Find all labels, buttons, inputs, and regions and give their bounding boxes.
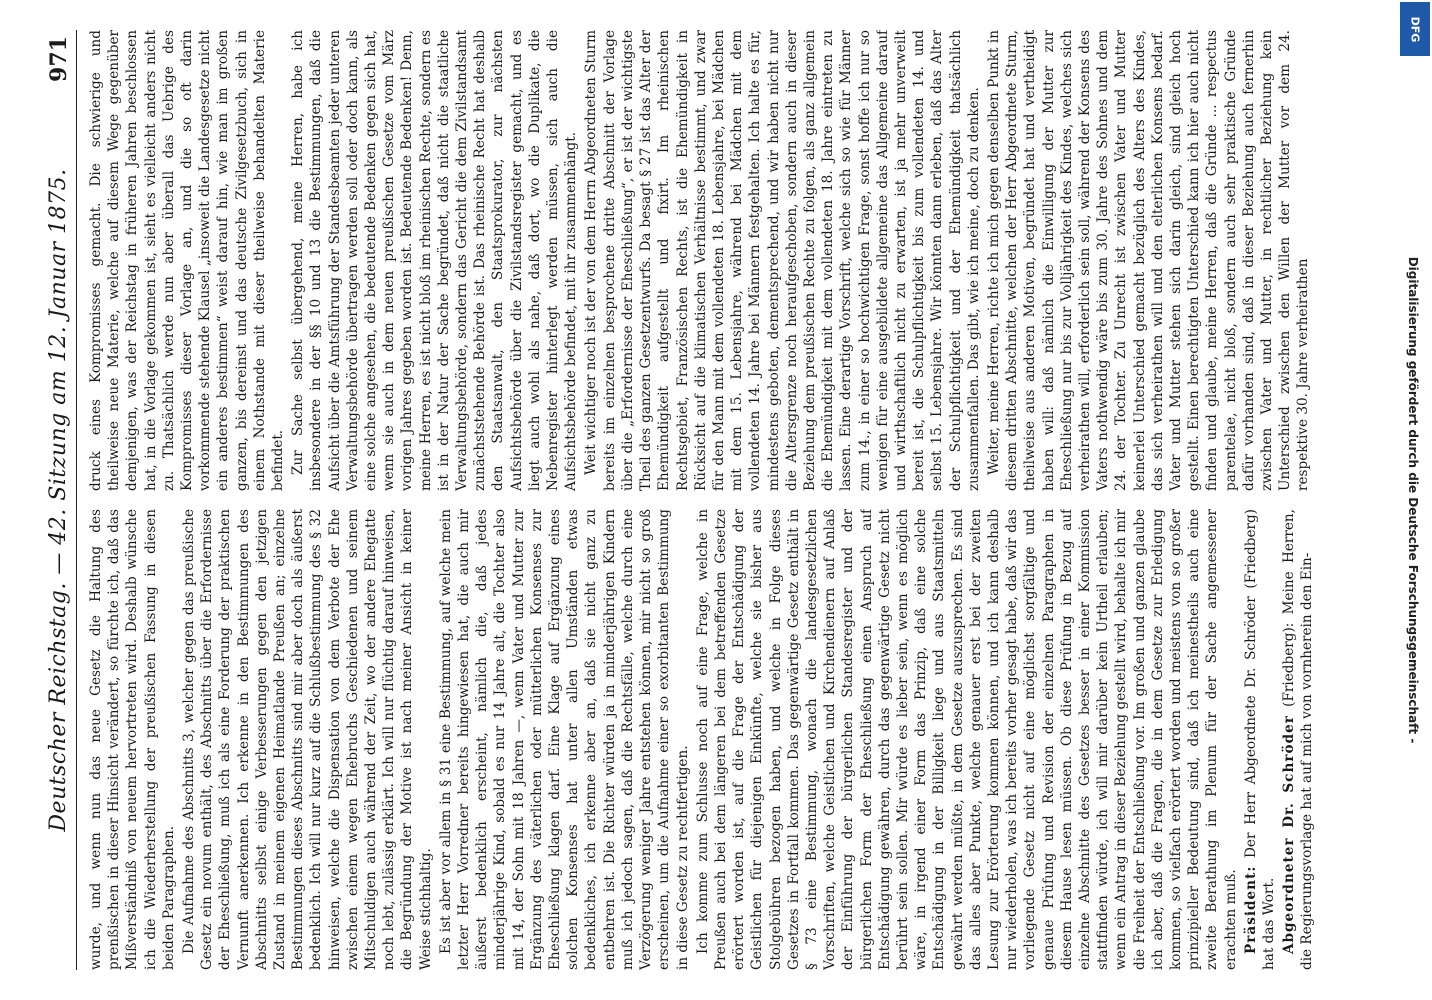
right-column xyxy=(87,30,1393,491)
paragraph: Präsident: Der Herr Abgeordnete Dr. Schröder (Friedberg) hat das Wort. xyxy=(1242,509,1277,970)
digitization-sidebar xyxy=(1394,0,1432,1000)
running-head xyxy=(40,30,77,970)
text-columns xyxy=(77,30,1393,970)
paragraph: Die Aufnahme des Abschnitts 3, welcher gegen das preußische Gesetz ein novum enthält, des Abschnitts über die Erfordernisse der Eheschließung, muß ich als eine Forderung der praktischen Vernunft anerkennen. Ich erkenne in den Bestimmungen des Abschnitts selbst einige Verbesserungen gegen den jetzigen Zustand in meinem eigenen Heimatlande Preußen an; einzelne Bestimmungen dieses Abschnitts sind mir aber doch als äußerst bedenklich. Ich will nur kurz auf die Schlußbestimmung des § 32 hinweisen, welche die Dispensation von dem Verbote der Ehe zwischen einem wegen Ehebruchs Geschiedenen und seinem Mitschuldigen auch während der Zeit, wo der andere Ehegatte noch lebt, zulässig erklärt. Ich will nur flüchtig darauf hinweisen, die Begründung der Motive ist nach meiner Ansicht in keiner Weise stichhaltig. xyxy=(181,509,434,970)
paragraph: Es ist aber vor allem in § 31 eine Bestimmung, auf welche mein letzter Herr Vorredner bereits hingewiesen hat, die auch mir äußerst bedenklich erscheint, nämlich die, daß jedes minderjährige Kind, sobald es nur 14 Jahre alt, die Tochter also mit 14, der Sohn mit 18 Jahren —, wenn Vater und Mutter zur Ergänzung des väterlichen oder mütterlichen Konsenses zur Eheschließung klagen darf. Eine Klage auf Ergänzung eines solchen Konsenses hat unter allen Umständen etwas bedenkliches, ich erkenne aber an, daß sie nicht ganz zu entbehren ist. Die Richter würden ja in minderjährigen Kindern muß ich jedoch sagen, daß die Rechtsfälle, welche durch eine Verzögerung weniger Jahre entstehen können, mir nicht so groß erscheinen, um die Aufnahme einer so exorbitanten Bestimmung in diese Gesetz zu rechtfertigen. xyxy=(437,509,691,970)
paragraph: Abgeordneter Dr. Schröder (Friedberg): Meine Herren, die Regierungsvorlage hat auf mich von vornherein den Ein- xyxy=(1281,509,1316,970)
paragraph: Weit wichtiger noch ist der von dem Herrn Abgeordneten Sturm bereits im einzelnen besprochene dritte Abschnitt der Vorlage über die „Erfordernisse der Eheschließung“, er ist der wichtigste Theil des ganzen Gesetzentwurfs. Da besagt § 27 ist das Alter der Ehemündigkeit aufgestellt und fixirt. Im rheinischen Rechtsgebiet, Französischen Rechts, ist die Ehemündigkeit in Rücksicht auf die klimatischen Verhältnisse bestimmt, und zwar für den Mann mit dem vollendeten 18. Lebensjahre, bei Mädchen mit dem 15. Lebensjahre, während bei Mädchen mit dem vollendeten 14. Jahre bei Männern festgehalten. Ich halte es für, mindestens geboten, dementsprechend, und wir haben nicht nur die Altersgrenze noch heraufgeschoben, sondern auch in dieser Beziehung dem preußischen Rechte zu folgen, als ganz allgemein die Ehemündigkeit mit dem vollendeten 18. Jahre eintreten zu lassen. Eine derartige Vorschrift, welche sich so wie für Männer zum 14., in einer so hochwichtigen Frage, sonst hoffe ich nur so wenigen für eine ausgebildete allgemeine das Allgemeine darauf und wirthschaftlich nicht zu erwarten, ist ja mehr unverweilt bereit ist, die Schulpflichtigkeit bis zum vollendeten 14. und selbst 15. Lebensjahre. Wir könnten dann erleben, daß das Alter der Schulpflichtigkeit und der Ehemündigkeit thatsächlich zusammenfallen. Das gibt, wie ich meine, doch zu denken. xyxy=(583,30,982,491)
speaker-name: Präsident: xyxy=(1242,865,1259,954)
paragraph: Zur Sache selbst übergehend, meine Herren, habe ich insbesondere in der §§ 10 und 13 die Bestimmungen, daß die Aufsicht über die Amtsführung der Standesbeamten jeder unteren Verwaltungsbehörde übertragen werden soll oder doch kann, als eine solche angesehen, die bedeutende Bedenken gegen sich hat, wenn sie auch in dem neuen preußischen Gesetze vom März vorigen Jahres gegeben worden ist. Bedeutende Bedenken! Denn, meine Herren, es ist nicht bloß im rheinischen Rechte, sondern es ist in der Natur der Sache begründet, daß nicht die staatliche Verwaltungsbehörde, sondern das Gericht die dem Zivilstandsamt zunächststehende Behörde ist. Das rheinische Recht hat deshalb den Staatsanwalt, den Staatsprokurator, zur nächsten Aufsichtsbehörde über die Zivilstandsregister gemacht, und es liegt auch wohl als nahe, daß dort, wo die Duplikate, die Nebenregister hinterlegt werden müssen, sich auch die Aufsichtsbehörde befindet, mit ihr zusammenhängt. xyxy=(290,30,580,491)
paragraph: Ich komme zum Schlusse noch auf eine Frage, welche in Preußen auch bei dem längeren bei dem betreffenden Gesetze erörtert worden ist, auf die Frage der Entschädigung der Geistlichen für diejenigen Einkünfte, welche sie bisher aus Stolgebühren bezogen haben, und welche in Folge dieses Gesetzes in Fortfall kommen. Das gegenwärtige Gesetz enthält in § 73 eine Bestimmung, wonach die landesgesetzlichen Vorschriften, welche Geistlichen und Kirchendienern auf Anlaß der Einführung der bürgerlichen Standesregister und der bürgerlichen Form der Eheschließung einen Anspruch auf Entschädigung gewähren, durch das gegenwärtige Gesetz nicht berührt sein sollen. Mir würde es lieber sein, wenn es möglich wäre, in irgend einer Form das Prinzip, daß eine solche Entschädigung in der Billigkeit liege und aus Staatsmitteln gewährt werden müßte, in dem Gesetze auszusprechen. Es sind das alles aber Punkte, welche genauer erst bei der zweiten Lesung zur Erörterung kommen können, und ich kann deshalb nur wiederholen, was ich bereits vorher gesagt habe, daß wir das vorliegende Gesetz nicht auf eine möglichst sorgfältige und genaue Prüfung und Revision der einzelnen Paragraphen in diesem Hause lesen müssen. Ob diese Prüfung in Bezug auf einzelne Abschnitte des Gesetzes besser in einer Kommission stattfinden würde, ich will mir darüber kein Urtheil erlauben; wenn ein Antrag in dieser Beziehung gestellt wird, behalte ich mir die Freiheit der Entschließung vor. Im großen und ganzen glaube ich aber, daß die Fragen, die in dem Gesetze zur Erledigung kommen, so vielfach erörtert worden und meistens von so großer prinzipieller Bedeutung sind, daß ich meinestheils auch eine zweite Berathung im Plenum für der Sache angemessener erachten muß. xyxy=(694,509,1239,970)
left-column xyxy=(87,509,1393,970)
paragraph: wurde, und wenn nun das neue Gesetz die Haltung des prenßischen in dieser Hinsicht verändert, so fürchte ich, daß das Mißverständniß von neuem hervortreten wird. Deshalb wünsche ich die Wiederherstellung der preußischen Fassung in diesen beiden Paragraphen. xyxy=(88,509,177,970)
page-number: 971 xyxy=(46,36,72,82)
funding-notice: Digitalisierung gefördert durch die Deutsche Forschungsgemeinschaft - xyxy=(1406,256,1420,744)
document-page xyxy=(26,20,1406,980)
paragraph: druck eines Kompromisses gemacht. Die schwierige und theilweise neue Materie, welche auf diesem Wege gegenüber demjenigen, was der Reichstag in früheren Jahren beschlossen hat, in die Vorlage gekommen ist, sieht es vielleicht anders nicht zu. Thatsächlich werde nun aber überall das Uebrige des Kompromisses dieser Vorlage an, und die so oft darin vorkommende stehende Klausel „insoweit die Landesgesetze nicht ein anderes bestimmen“ weist darauf hin, wie man im großen ganzen, bis dereinst und das deutsche Zivilgesetzbuch, sich in einem Nothstande mit dieser theilweise behandelten Materie befindet. xyxy=(88,30,287,491)
paragraph: Weiter, meine Herren, richte ich mich gegen denselben Punkt in diesem dritten Abschnitte, welchen der Herr Abgeordnete Sturm, theilweise aus anderen Motiven, begründet hat und vertheidigt haben will: daß nämlich die Einwilligung der Mutter zur Eheschließung nur bis zur Volljährigkeit des Kindes, welches sich verheirathen will, erforderlich sein soll, während der Konsens des Vaters nothwendig wäre bis zum 30. Jahre des Sohnes und dem 24. der Tochter. Zu Unrecht ist zwischen Vater und Mutter keinerlei Unterschied gemacht bezüglich des Alters des Kindes, das sich verheirathen will und den elterlichen Konsens bedarf. Vater und Mutter stehen sich darin gleich, sind gleich hoch gestellt. Einen berechtigten Unterschied kann ich hier auch nicht finden und glaube, meine Herren, daß die Gründe ... respectus parentelae, nicht bloß, sondern auch sehr praktische Gründe dafür vorhanden sind, daß in dieser Beziehung auch fernerhin zwischen Vater und Mutter, in rechtlicher Beziehung kein Unterschied zwischen den Willen der Mutter vor dem 24. respektive 30. Jahre verheirathen xyxy=(985,30,1312,491)
page-title: Deutscher Reichstag. — 42. Sitzung am 12. Januar 1875. xyxy=(46,168,71,832)
speaker-name: Abgeordneter Dr. Schröder xyxy=(1281,715,1298,954)
dfg-logo-text: DFG xyxy=(1408,16,1422,42)
dfg-logo xyxy=(1400,2,1430,56)
